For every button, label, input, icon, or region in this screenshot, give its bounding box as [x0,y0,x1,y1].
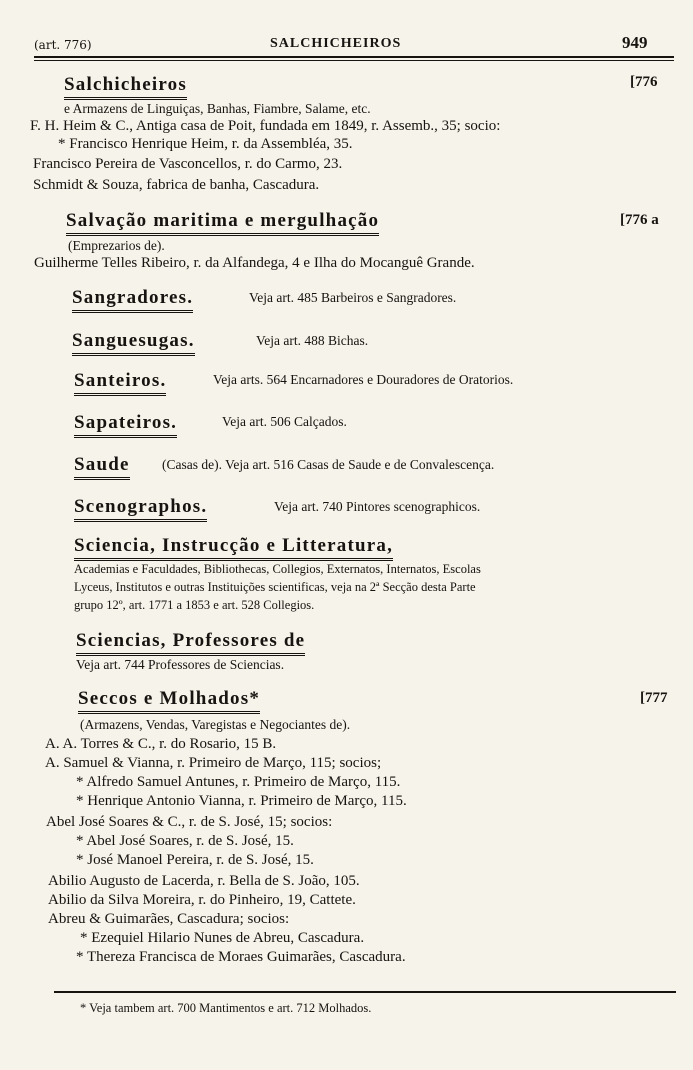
section-heading: Sapateiros. [74,412,177,438]
entry-line: A. A. Torres & C., r. do Rosario, 15 B. [45,736,277,752]
article-marker: [777 [640,690,668,706]
header-rule [34,56,674,58]
section-subtitle: (Emprezarios de). [68,238,165,253]
section-heading: Scenographos. [74,496,207,522]
entry-line: Guilherme Telles Ribeiro, r. da Alfandega, 4 e Ilha do Mocanguê Grande. [34,255,475,271]
entry-line: * Ezequiel Hilario Nunes de Abreu, Cascadura. [80,930,365,946]
section-heading: Santeiros. [74,370,166,396]
entry-line: * Alfredo Samuel Antunes, r. Primeiro de Março, 115. [76,774,401,790]
cross-reference: Veja art. 744 Professores de Sciencias. [76,657,285,672]
header-rule-thin [34,60,674,61]
entry-line: * Henrique Antonio Vianna, r. Primeiro de Março, 115. [76,793,407,809]
entry-line: A. Samuel & Vianna, r. Primeiro de Março, 115; socios; [45,755,382,771]
section-subtitle: (Armazens, Vendas, Varegistas e Negociantes de). [80,717,351,732]
entry-line: * Francisco Henrique Heim, r. da Assembléa, 35. [58,136,353,152]
body-line: Academias e Faculdades, Bibliothecas, Collegios, Externatos, Internatos, Escolas [74,562,481,576]
running-head-article: (art. 776) [34,38,92,52]
section-subtitle: e Armazens de Linguiças, Banhas, Fiambre, Salame, etc. [64,101,371,116]
entry-line: * Thereza Francisca de Moraes Guimarães, Cascadura. [76,949,406,965]
entry-line: * Abel José Soares, r. de S. José, 15. [76,833,294,849]
section-heading: Salvação maritima e mergulhação [66,210,379,236]
article-marker: [776 a [620,212,659,228]
footnote: * Veja tambem art. 700 Mantimentos e art. 712 Molhados. [80,1001,372,1015]
article-marker: [776 [630,74,658,90]
cross-reference: Veja art. 485 Barbeiros e Sangradores. [249,290,457,305]
section-heading: Seccos e Molhados* [78,688,260,714]
entry-line: F. H. Heim & C., Antiga casa de Poit, fundada em 1849, r. Assemb., 35; socio: [30,118,501,134]
footnote-rule [54,991,676,993]
section-heading: Salchicheiros [64,74,187,100]
cross-reference: Veja arts. 564 Encarnadores e Douradores de Oratorios. [213,372,514,387]
running-head-title: SALCHICHEIROS [270,36,402,51]
entry-line: Abel José Soares & C., r. de S. José, 15; socios: [46,814,333,830]
section-heading: Sangradores. [72,287,193,313]
cross-reference: Veja art. 488 Bichas. [256,333,369,348]
cross-reference: Veja art. 506 Calçados. [222,414,347,429]
page-number: 949 [622,33,648,52]
entry-line: Abilio da Silva Moreira, r. do Pinheiro, 19, Cattete. [48,892,356,908]
section-heading: Sciencia, Instrucção e Litteratura, [74,535,393,561]
section-heading: Sciencias, Professores de [76,630,305,656]
entry-line: * José Manoel Pereira, r. de S. José, 15. [76,852,314,868]
section-heading: Saude [74,454,130,480]
body-line: Lyceus, Institutos e outras Instituições scientificas, veja na 2ª Secção desta Parte [74,580,476,594]
entry-line: Schmidt & Souza, fabrica de banha, Cascadura. [33,177,320,193]
cross-reference: (Casas de). Veja art. 516 Casas de Saude e de Convalescença. [162,457,495,472]
section-heading: Sanguesugas. [72,330,195,356]
cross-reference: Veja art. 740 Pintores scenographicos. [274,499,481,514]
entry-line: Francisco Pereira de Vasconcellos, r. do Carmo, 23. [33,156,343,172]
entry-line: Abilio Augusto de Lacerda, r. Bella de S. João, 105. [48,873,360,889]
entry-line: Abreu & Guimarães, Cascadura; socios: [48,911,290,927]
body-line: grupo 12º, art. 1771 a 1853 e art. 528 Collegios. [74,598,315,612]
